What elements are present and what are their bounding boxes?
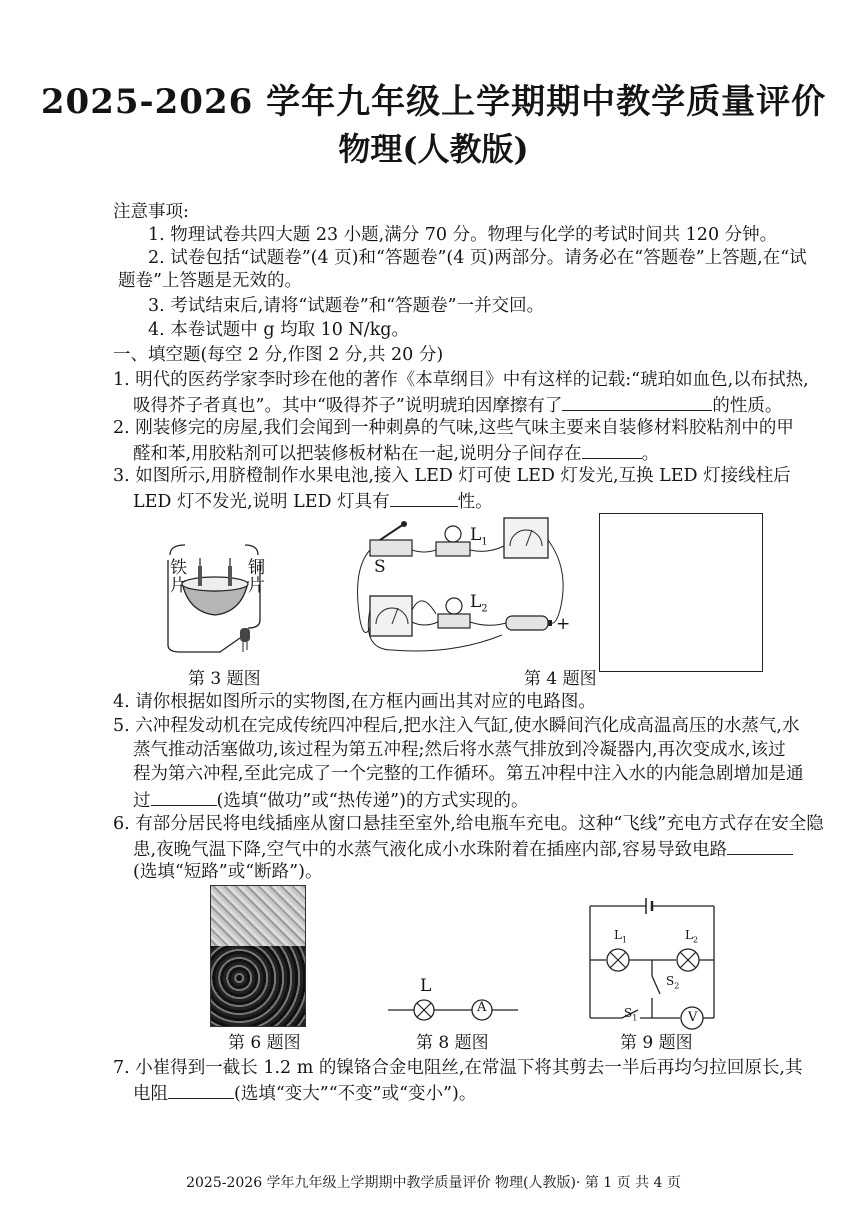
figure-9-circuit — [586, 898, 718, 1028]
question-6-line: (选填“短路”或“断路”)。 — [133, 862, 323, 882]
notes-heading: 注意事项: — [113, 202, 189, 222]
question-1-line: 吸得芥子者真也”。其中“吸得芥子”说明琥珀因摩擦有了 的性质。 — [133, 392, 782, 418]
fig3-label: 片 — [248, 576, 265, 596]
fig4-lamp-label: $L_2$ — [470, 592, 488, 615]
note-item: 2. 试卷包括“试题卷”(4 页)和“答题卷”(4 页)两部分。请务必在“答题卷”上答题,在“试 — [148, 248, 807, 268]
answer-blank[interactable] — [582, 440, 642, 459]
question-7-line: 电阻 (选填“变大”“不变”或“变小”)。 — [133, 1080, 476, 1106]
fig3-label: 铁 — [170, 558, 187, 578]
figure-3-caption: 第 3 题图 — [188, 669, 261, 689]
note-item: 题卷”上答题是无效的。 — [118, 271, 302, 291]
question-5-line: 蒸气推动活塞做功,该过程为第五冲程;然后将水蒸气排放到冷凝器内,再次变成水,该过 — [133, 740, 786, 760]
fig3-label: 片 — [170, 576, 187, 596]
question-5-line: 过 (选填“做功”或“热传递”)的方式实现的。 — [133, 787, 528, 813]
figure-8-circuit — [388, 990, 518, 1030]
question-3-line: 3. 如图所示,用脐橙制作水果电池,接入 LED 灯可使 LED 灯发光,互换 LED 灯接线柱后 — [113, 466, 791, 486]
answer-blank[interactable] — [727, 836, 793, 855]
fig4-lamp-label: $L_1$ — [470, 525, 488, 548]
answer-blank[interactable] — [168, 1080, 234, 1099]
note-item: 1. 物理试卷共四大题 23 小题,满分 70 分。物理与化学的考试时间共 120 分钟。 — [148, 225, 778, 245]
figure-9-caption: 第 9 题图 — [620, 1033, 693, 1053]
figure-8-caption: 第 8 题图 — [416, 1033, 489, 1053]
question-2-line: 醛和苯,用胶粘剂可以把装修板材粘在一起,说明分子间存在 。 — [133, 440, 659, 466]
note-item: 4. 本卷试题中 g 均取 10 N/kg。 — [148, 320, 409, 340]
question-5-line: 程为第六冲程,至此完成了一个完整的工作循环。第五冲程中注入水的内能急剧增加是通 — [133, 764, 804, 784]
question-5-line: 5. 六冲程发动机在完成传统四冲程后,把水注入气缸,使水瞬间汽化成高温高压的水蒸气,水 — [113, 716, 800, 736]
fig9-voltmeter-label: V — [688, 1010, 698, 1025]
photo-socket-area — [211, 946, 305, 1026]
exam-title: 2025-2026 学年九年级上学期期中教学质量评价 — [40, 82, 827, 122]
fig9-l2-label: $L_2$ — [685, 928, 699, 945]
question-6-line: 患,夜晚气温下降,空气中的水蒸气液化成小水珠附着在插座内部,容易导致电路 — [133, 836, 793, 862]
answer-blank[interactable] — [562, 392, 712, 411]
fig9-l1-label: $L_1$ — [614, 928, 628, 945]
figure-6-photo — [210, 885, 306, 1027]
fig9-s2-label: $S_2$ — [666, 974, 680, 991]
exam-subtitle: 物理(人教版) — [338, 130, 529, 168]
question-3-line: LED 灯不发光,说明 LED 灯具有 性。 — [133, 488, 493, 514]
question-2-line: 2. 刚装修完的房屋,我们会闻到一种刺鼻的气味,这些气味主要来自装修材料胶粘剂中的甲 — [113, 418, 794, 438]
figure-4-caption: 第 4 题图 — [524, 669, 597, 689]
figure-4-real-circuit — [352, 510, 582, 660]
fig9-s1-label: $S_1$ — [624, 1006, 638, 1023]
fig8-lamp-label: L — [420, 976, 432, 996]
answer-blank[interactable] — [151, 787, 217, 806]
note-item: 3. 考试结束后,请将“试题卷”和“答题卷”一并交回。 — [148, 296, 545, 316]
section-heading: 一、填空题(每空 2 分,作图 2 分,共 20 分) — [113, 345, 444, 365]
fig4-plus-sign: + — [556, 614, 571, 634]
fig8-ammeter-label: A — [477, 1000, 487, 1015]
question-6-line: 6. 有部分居民将电线插座从窗口悬挂至室外,给电瓶车充电。这种“飞线”充电方式存在安全隐 — [113, 814, 824, 834]
question-1-line: 1. 明代的医药学家李时珍在他的著作《本草纲目》中有这样的记载:“琥珀如血色,以布拭热, — [113, 370, 809, 390]
photo-window-area — [211, 886, 305, 946]
question-7-line: 7. 小崔得到一截长 1.2 m 的镍铬合金电阻丝,在常温下将其剪去一半后再均匀拉回原长,其 — [113, 1058, 803, 1078]
fig3-label: 铜 — [248, 558, 265, 578]
page-footer: 2025-2026 学年九年级上学期期中教学质量评价 物理(人教版)· 第 1 页 共 4 页 — [186, 1175, 681, 1191]
answer-blank[interactable] — [390, 488, 458, 507]
figure-6-caption: 第 6 题图 — [228, 1033, 301, 1053]
question-4-line: 4. 请你根据如图所示的实物图,在方框内画出其对应的电路图。 — [113, 692, 596, 712]
answer-drawing-box[interactable] — [599, 513, 763, 672]
fig4-switch-label: S — [374, 557, 386, 577]
